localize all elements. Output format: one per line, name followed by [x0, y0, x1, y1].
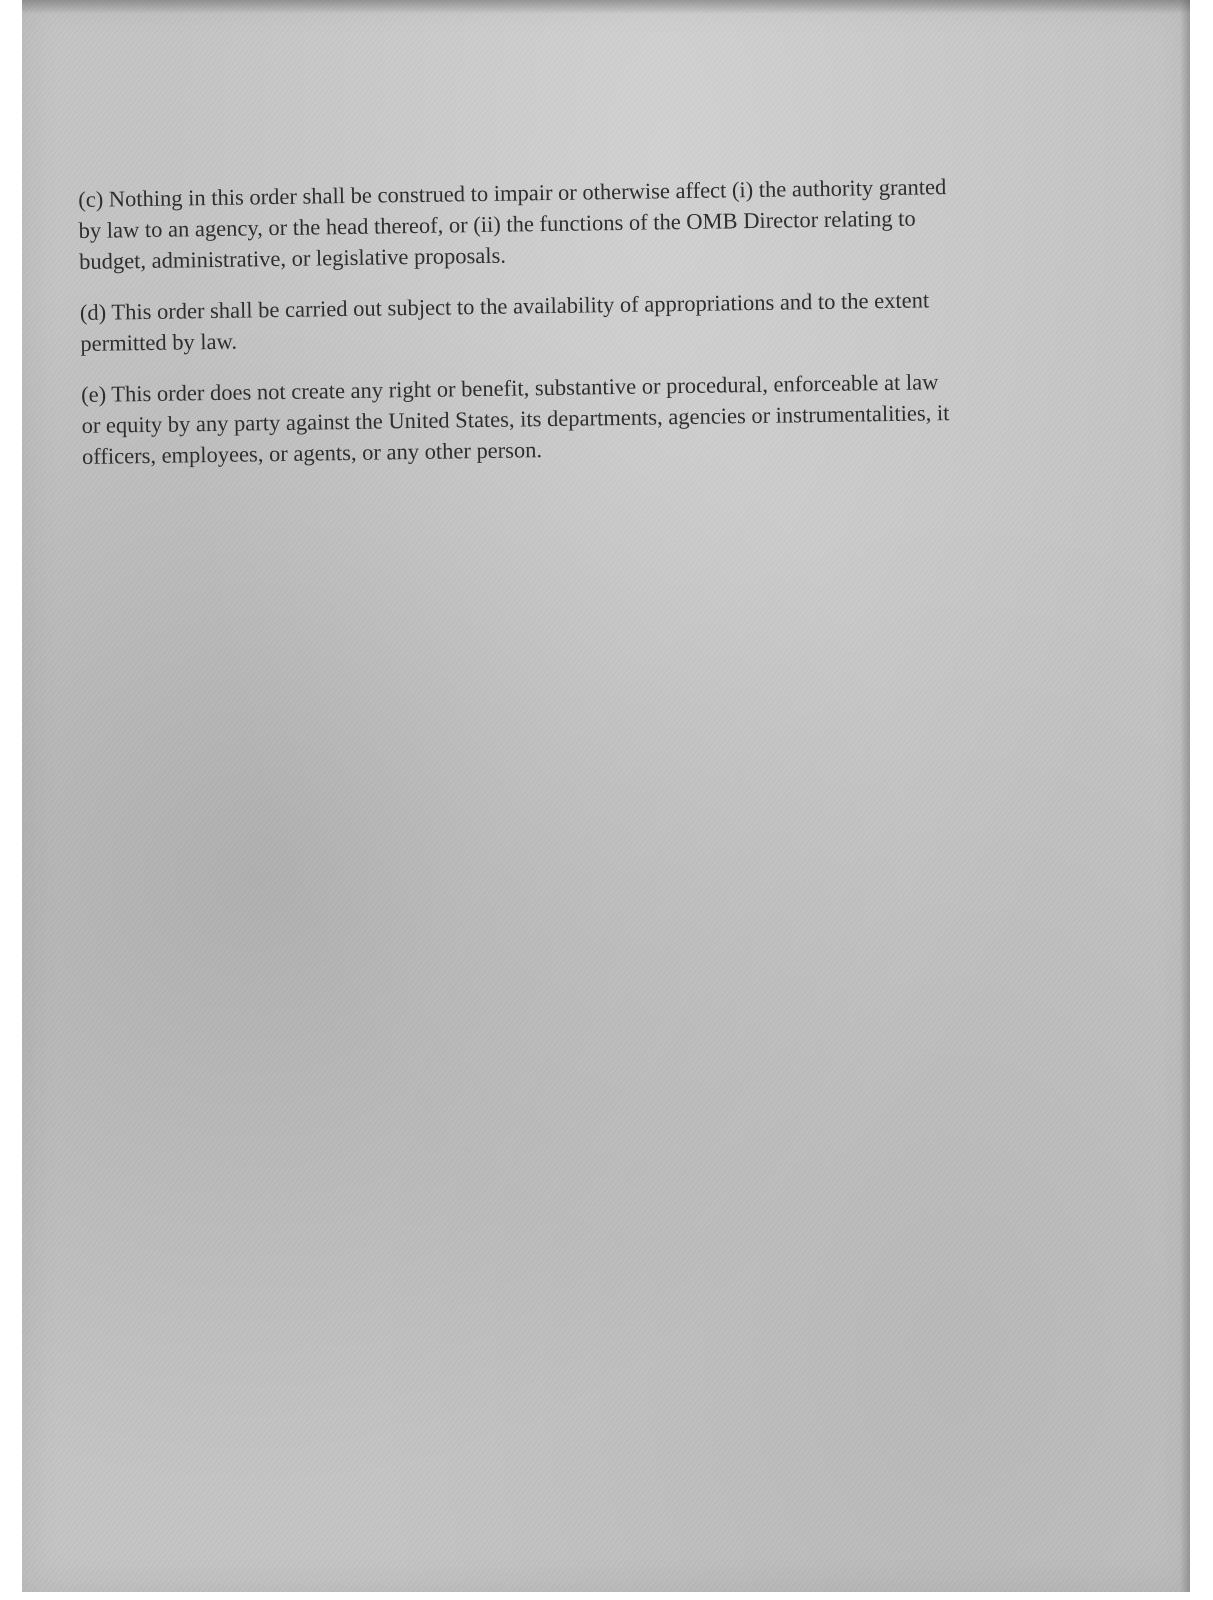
paragraph-line: or equity by any party against the United States, its departments, agencies or instrumentalities, it [81, 400, 950, 438]
paragraph-e [81, 363, 1190, 472]
scanned-page [22, 0, 1190, 1592]
paragraph-line: permitted by law. [80, 328, 238, 356]
page-top-shadow [22, 0, 1190, 14]
paragraph-line: budget, administrative, or legislative proposals. [78, 242, 507, 274]
paragraph-line: officers, employees, or agents, or any other person. [81, 437, 543, 469]
paragraph-line: by law to an agency, or the head thereof, or (ii) the functions of the OMB Director relating to [78, 205, 916, 243]
paragraph-line: (d) This order shall be carried out subject to the availability of appropriations and to the extent [79, 287, 930, 325]
paragraph-line: (e) This order does not create any right or benefit, substantive or procedural, enforceable at law [80, 369, 939, 407]
document-body [78, 168, 1190, 492]
paragraph-line: (c) Nothing in this order shall be construed to impair or otherwise affect (i) the authority granted [78, 174, 947, 212]
paragraph-d [80, 281, 1190, 359]
paragraph-c [78, 168, 1189, 277]
